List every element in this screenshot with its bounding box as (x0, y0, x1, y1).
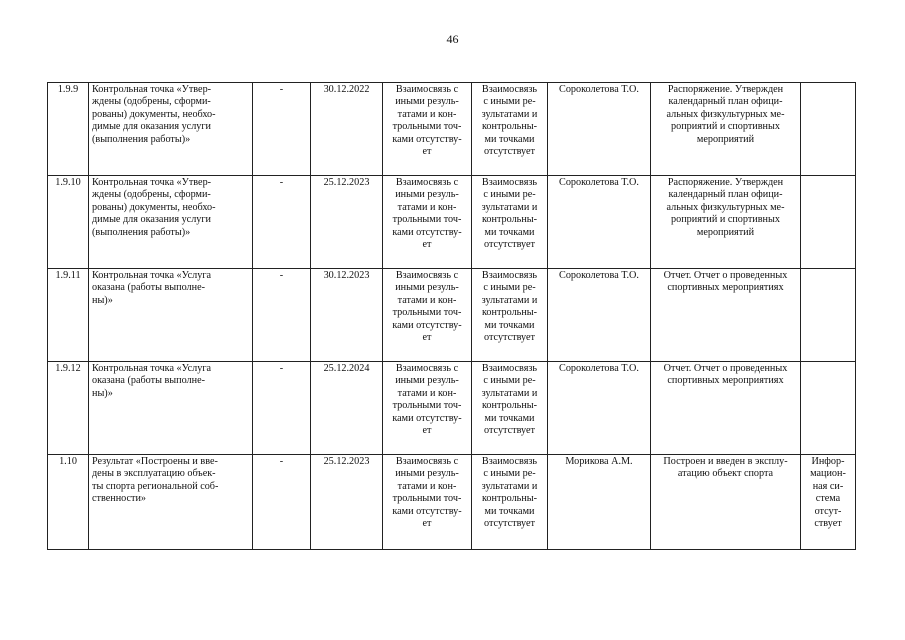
row-executor: Морикова А.М. (548, 455, 651, 550)
row-executor: Сороколетова Т.О. (548, 176, 651, 269)
row-description: Контрольная точка «Услуга оказана (работы выполне- ны)» (89, 269, 253, 362)
row-dash: - (253, 455, 311, 550)
row-date: 25.12.2023 (311, 176, 383, 269)
control-points-table (47, 82, 856, 550)
row-number: 1.10 (48, 455, 89, 550)
row-date: 25.12.2024 (311, 362, 383, 455)
row-date: 25.12.2023 (311, 455, 383, 550)
row-basis: Построен и введен в эксплу- атацию объект спорта (651, 455, 801, 550)
row-number: 1.9.9 (48, 83, 89, 176)
row-basis: Отчет. Отчет о проведенных спортивных мероприятиях (651, 362, 801, 455)
row-relation-2: Взаимосвязь с иными ре- зультатами и контрольны- ми точками отсутствует (472, 83, 548, 176)
row-number: 1.9.10 (48, 176, 89, 269)
row-relation-1: Взаимосвязь с иными резуль- татами и кон- трольными точ- ками отсутству- ет (383, 362, 472, 455)
table-row (48, 269, 856, 362)
row-executor: Сороколетова Т.О. (548, 83, 651, 176)
row-number: 1.9.12 (48, 362, 89, 455)
row-info-system (801, 176, 856, 269)
row-relation-2: Взаимосвязь с иными ре- зультатами и контрольны- ми точками отсутствует (472, 176, 548, 269)
row-executor: Сороколетова Т.О. (548, 269, 651, 362)
row-relation-1: Взаимосвязь с иными резуль- татами и кон- трольными точ- ками отсутству- ет (383, 269, 472, 362)
row-info-system (801, 269, 856, 362)
row-date: 30.12.2023 (311, 269, 383, 362)
row-number: 1.9.11 (48, 269, 89, 362)
row-executor: Сороколетова Т.О. (548, 362, 651, 455)
row-dash: - (253, 176, 311, 269)
row-relation-2: Взаимосвязь с иными ре- зультатами и контрольны- ми точками отсутствует (472, 455, 548, 550)
row-basis: Распоряжение. Утвержден календарный план офици- альных физкультурных ме- роприятий и спортивных мероприятий (651, 83, 801, 176)
row-relation-2: Взаимосвязь с иными ре- зультатами и контрольны- ми точками отсутствует (472, 269, 548, 362)
row-date: 30.12.2022 (311, 83, 383, 176)
row-dash: - (253, 269, 311, 362)
row-basis: Распоряжение. Утвержден календарный план офици- альных физкультурных ме- роприятий и спортивных мероприятий (651, 176, 801, 269)
page-number: 46 (446, 32, 459, 46)
row-description: Контрольная точка «Услуга оказана (работы выполне- ны)» (89, 362, 253, 455)
row-dash: - (253, 362, 311, 455)
row-relation-1: Взаимосвязь с иными резуль- татами и кон- трольными точ- ками отсутству- ет (383, 455, 472, 550)
row-description: Контрольная точка «Утвер- ждены (одобрены, сформи- рованы) документы, необхо- димые для оказания услуги (выполнения работы)» (89, 176, 253, 269)
table-row (48, 455, 856, 550)
row-relation-1: Взаимосвязь с иными резуль- татами и кон- трольными точ- ками отсутству- ет (383, 83, 472, 176)
row-dash: - (253, 83, 311, 176)
row-info-system: Инфор- мацион- ная си- стема отсут- ствует (801, 455, 856, 550)
table-row (48, 176, 856, 269)
table-row (48, 362, 856, 455)
row-relation-2: Взаимосвязь с иными ре- зультатами и контрольны- ми точками отсутствует (472, 362, 548, 455)
row-basis: Отчет. Отчет о проведенных спортивных мероприятиях (651, 269, 801, 362)
row-description: Результат «Построены и вве- дены в эксплуатацию объек- ты спорта региональной соб- ственности» (89, 455, 253, 550)
row-info-system (801, 362, 856, 455)
table-row (48, 83, 856, 176)
row-relation-1: Взаимосвязь с иными резуль- татами и кон- трольными точ- ками отсутству- ет (383, 176, 472, 269)
row-description: Контрольная точка «Утвер- ждены (одобрены, сформи- рованы) документы, необхо- димые для оказания услуги (выполнения работы)» (89, 83, 253, 176)
row-info-system (801, 83, 856, 176)
